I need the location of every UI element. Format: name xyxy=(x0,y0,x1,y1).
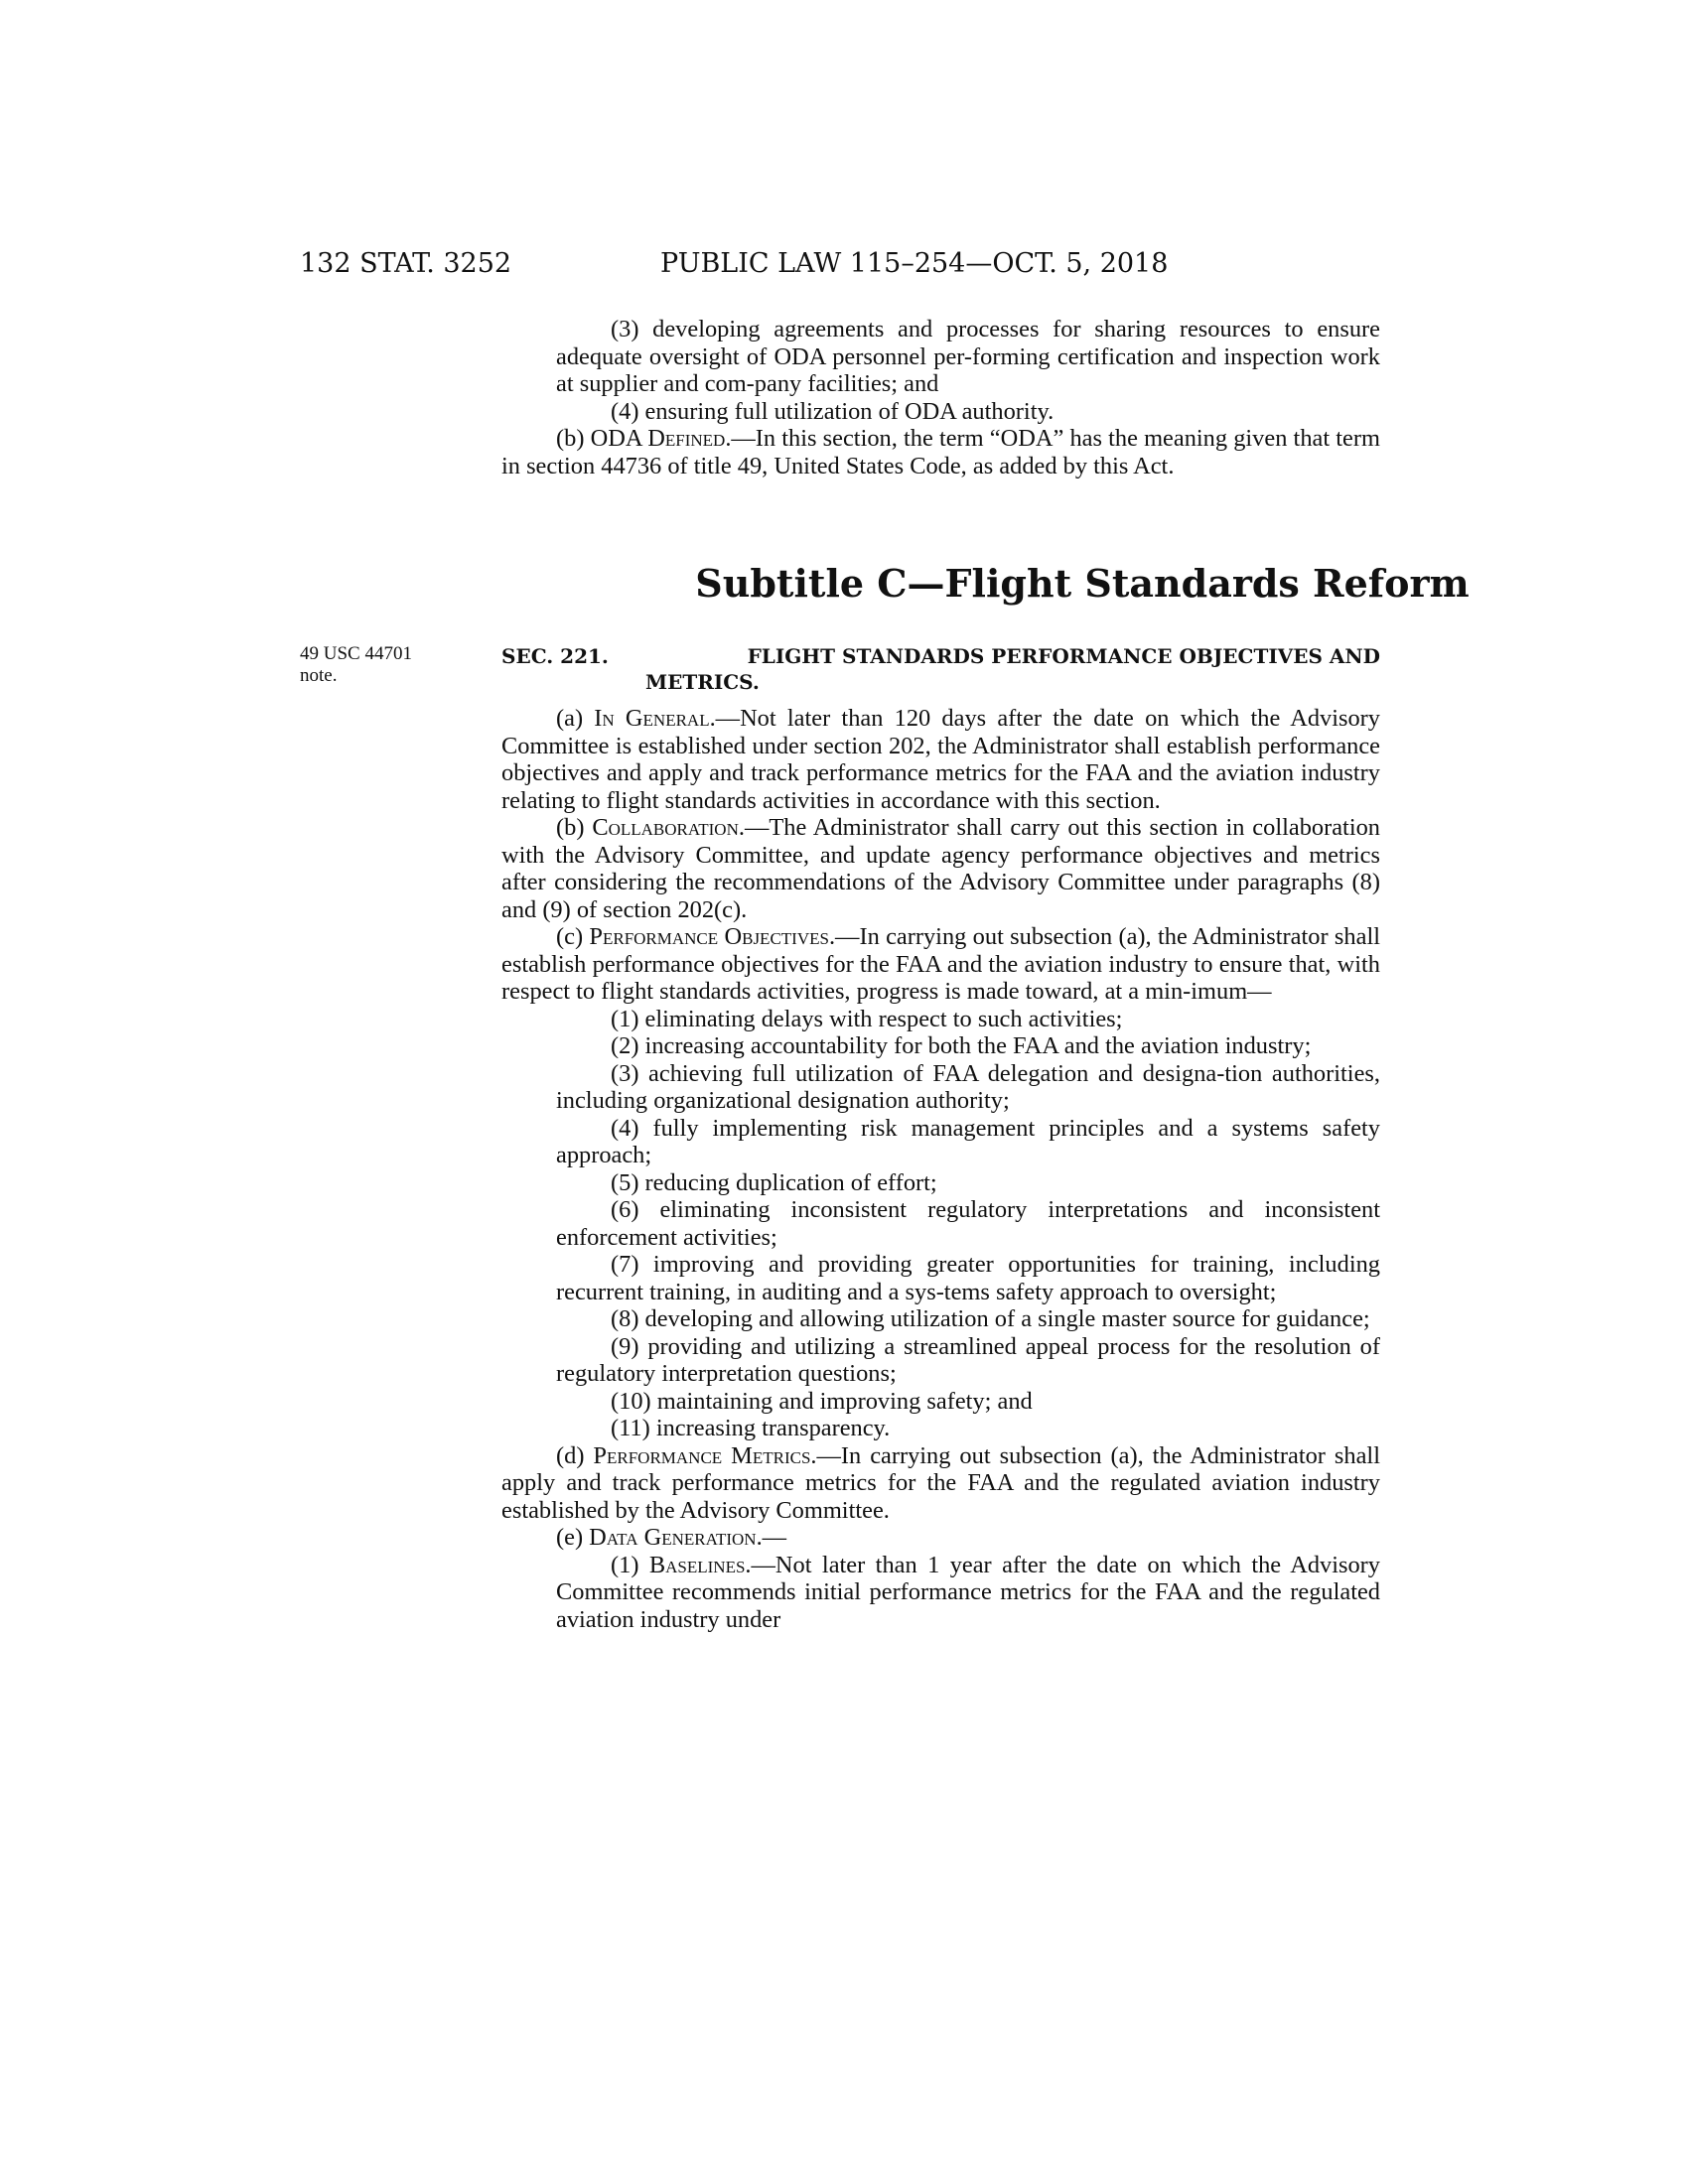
subsection-a: (a) In General.—Not later than 120 days after the date on which the Advisory Committee is established under section 202, the Administrator shall establish performance objectives and apply and track performance metrics for the FAA and the aviation industry relating to flight standards activities in accordance with this section. xyxy=(501,705,1380,814)
list-item: (10) maintaining and improving safety; and xyxy=(611,1387,1033,1415)
list-item: (6) eliminating inconsistent regulatory interpretations and inconsistent enforcement activities; xyxy=(556,1196,1380,1251)
stat-citation: 132 STAT. 3252 xyxy=(300,248,512,279)
list-item: (11) increasing transparency. xyxy=(611,1415,891,1441)
section-title: FLIGHT STANDARDS PERFORMANCE OBJECTIVES AND xyxy=(747,644,1380,668)
subsection-c: (c) Performance Objectives.—In carrying out subsection (a), the Administrator shall establish performance objectives for the FAA and the aviation industry to ensure that, with respect to flight standards activities, progress is made toward, at a min-imum— xyxy=(501,923,1380,1005)
section-body xyxy=(501,705,1380,1633)
objective-list xyxy=(501,1006,1380,1442)
paragraph-e1: (1) Baselines.—Not later than 1 year after the date on which the Advisory Committee recommends initial performance metrics for the FAA and the regulated aviation industry under xyxy=(556,1551,1380,1633)
margin-note: 49 USC 44701 note. xyxy=(300,643,412,686)
page-header xyxy=(0,248,1688,288)
top-text xyxy=(501,316,1380,479)
paragraph-3: (3) developing agreements and processes for sharing resources to ensure adequate oversight of ODA personnel per-forming certification and inspection work at supplier and com-pany facilities; and xyxy=(556,316,1380,397)
section-heading: SEC. 221. FLIGHT STANDARDS PERFORMANCE OBJECTIVES AND METRICS. xyxy=(501,644,1380,694)
subsection-e: (e) Data Generation.— xyxy=(556,1524,787,1551)
subsection-b: (b) Collaboration.—The Administrator shall carry out this section in collaboration with the Advisory Committee, and update agency performance objectives and metrics after considering the recommendations of the Advisory Committee under paragraphs (8) and (9) of section 202(c). xyxy=(501,814,1380,923)
list-item: (3) achieving full utilization of FAA delegation and designa-tion authorities, including organizational designation authority; xyxy=(556,1059,1380,1114)
list-item: (8) developing and allowing utilization of a single master source for guidance; xyxy=(611,1305,1370,1332)
list-item: (1) eliminating delays with respect to such activities; xyxy=(611,1005,1123,1032)
list-item: (4) fully implementing risk management principles and a systems safety approach; xyxy=(556,1114,1380,1168)
paragraph-4: (4) ensuring full utilization of ODA authority. xyxy=(611,397,1055,425)
list-item: (2) increasing accountability for both the FAA and the aviation industry; xyxy=(611,1032,1312,1059)
running-head: PUBLIC LAW 115–254—OCT. 5, 2018 xyxy=(660,248,1169,279)
list-item: (7) improving and providing greater opportunities for training, including recurrent training, in auditing and a sys-tems safety approach to oversight; xyxy=(556,1251,1380,1305)
list-item: (9) providing and utilizing a streamlined appeal process for the resolution of regulatory interpretation questions; xyxy=(556,1332,1380,1387)
subsection-d: (d) Performance Metrics.—In carrying out subsection (a), the Administrator shall apply and track performance metrics for the FAA and the regulated aviation industry established by the Advisory Committee. xyxy=(501,1441,1380,1524)
subtitle-heading: Subtitle C—Flight Standards Reform xyxy=(695,561,1470,606)
subsection-b-oda: (b) ODA Defined.—In this section, the term “ODA” has the meaning given that term in section 44736 of title 49, United States Code, as added by this Act. xyxy=(501,425,1380,479)
section-number: SEC. 221. xyxy=(501,644,609,668)
list-item: (5) reducing duplication of effort; xyxy=(611,1168,937,1196)
